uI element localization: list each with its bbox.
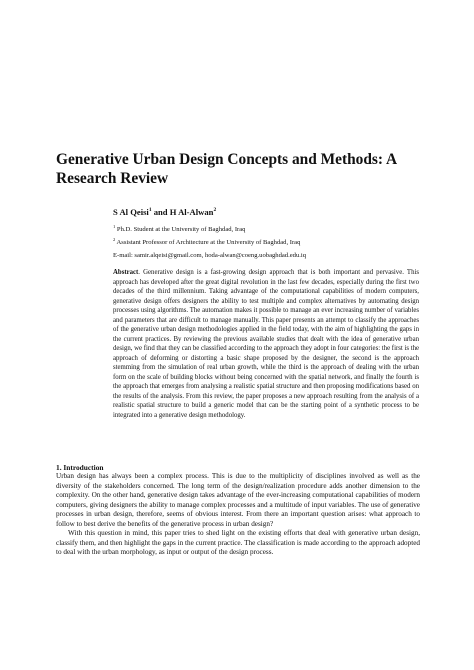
affiliation-2-mark: 2 bbox=[113, 236, 116, 242]
abstract-label: Abstract bbox=[113, 269, 139, 276]
affiliation-2-text: Assistant Professor of Architecture at the University of Baghdad, Iraq bbox=[115, 239, 301, 247]
author-2-affiliation-mark: 2 bbox=[213, 207, 217, 214]
author-2-name: H Al-Alwan bbox=[169, 207, 214, 217]
abstract bbox=[113, 268, 419, 420]
paper-title: Generative Urban Design Concepts and Methods: A Research Review bbox=[56, 151, 397, 187]
introduction-paragraph-1: Urban design has always been a complex process. This is due to the multiplicity of disciplines involved as well as the diversity of the stakeholders concerned. The long term of the design/realization procedure adds another dimension to the complexity. On the other hand, generative design takes advantage of the ever-increasing computational capabilities of modern computers, giving designers the ability to manage complex processes and a multitude of input variables. The use of generative processes in urban design, therefore, seems of obvious interest. From there an important question arises: what approach to follow to best derive the benefits of the generative process in urban design? bbox=[56, 472, 420, 528]
author-joiner: and bbox=[151, 207, 170, 217]
introduction-body bbox=[56, 472, 420, 558]
author-1-name: S Al Qeisi bbox=[113, 207, 149, 217]
section-heading-introduction: 1. Introduction bbox=[56, 463, 104, 472]
introduction-paragraph-2: With this question in mind, this paper tries to shed light on the existing efforts that deal with generative urban design, classify them, and then highlight the gaps in the current practice. The classification is made according to the approach adopted to deal with the urban morphology, as input or output of the design process. bbox=[56, 529, 420, 556]
affiliation-1 bbox=[113, 222, 413, 235]
author-line bbox=[113, 207, 216, 217]
affiliation-1-text: Ph.D. Student at the University of Baghdad, Iraq bbox=[115, 226, 246, 234]
author-1-affiliation-mark: 1 bbox=[148, 207, 152, 214]
contact-email: E-mail: samir.alqeisi@gmail.com, hoda-alwan@coeng.uobaghdad.edu.iq bbox=[113, 252, 307, 259]
abstract-text: . Generative design is a fast-growing design approach that is both important and pervasive. This approach has developed after the great digital revolution in the last few decades, especially during the first two decades of the third millennium. Taking advantage of the computational capabilities of modern computers, generative design offers designers the ability to test multiple and complex alternatives by automating design processes using algorithms. The automation makes it possible to manage an ever increasing number of variables and parameters that are difficult to manage manually. This paper presents an attempt to classify the approaches of the generative urban design methodologies applied in the field today, with the aim of highlighting the gaps in the current practices. By reviewing the previous available studies that dealt with the idea of generative urban design, we find that they can be classified according to the approach they adopt in four categories: the first is the approach of deforming or distorting a basic shape proposed by the designer, the second is the approach stemming from the simulation of real urban growth, while the third is the approach of dealing with the urban form on the scale of building blocks without being concerned with the spatial network, and finally the fourth is the approach that emerges from analysing a realistic spatial structure and then proposing modifications based on the results of the analysis. From this review, the paper proposes a new approach resulting from the analysis of a realistic spatial structure to build a generic model that can be the starting point of a synthetic process to be integrated into a generative design methodology. bbox=[113, 269, 419, 419]
affiliations bbox=[113, 222, 413, 248]
affiliation-1-mark: 1 bbox=[113, 224, 116, 229]
affiliation-2 bbox=[113, 235, 413, 248]
